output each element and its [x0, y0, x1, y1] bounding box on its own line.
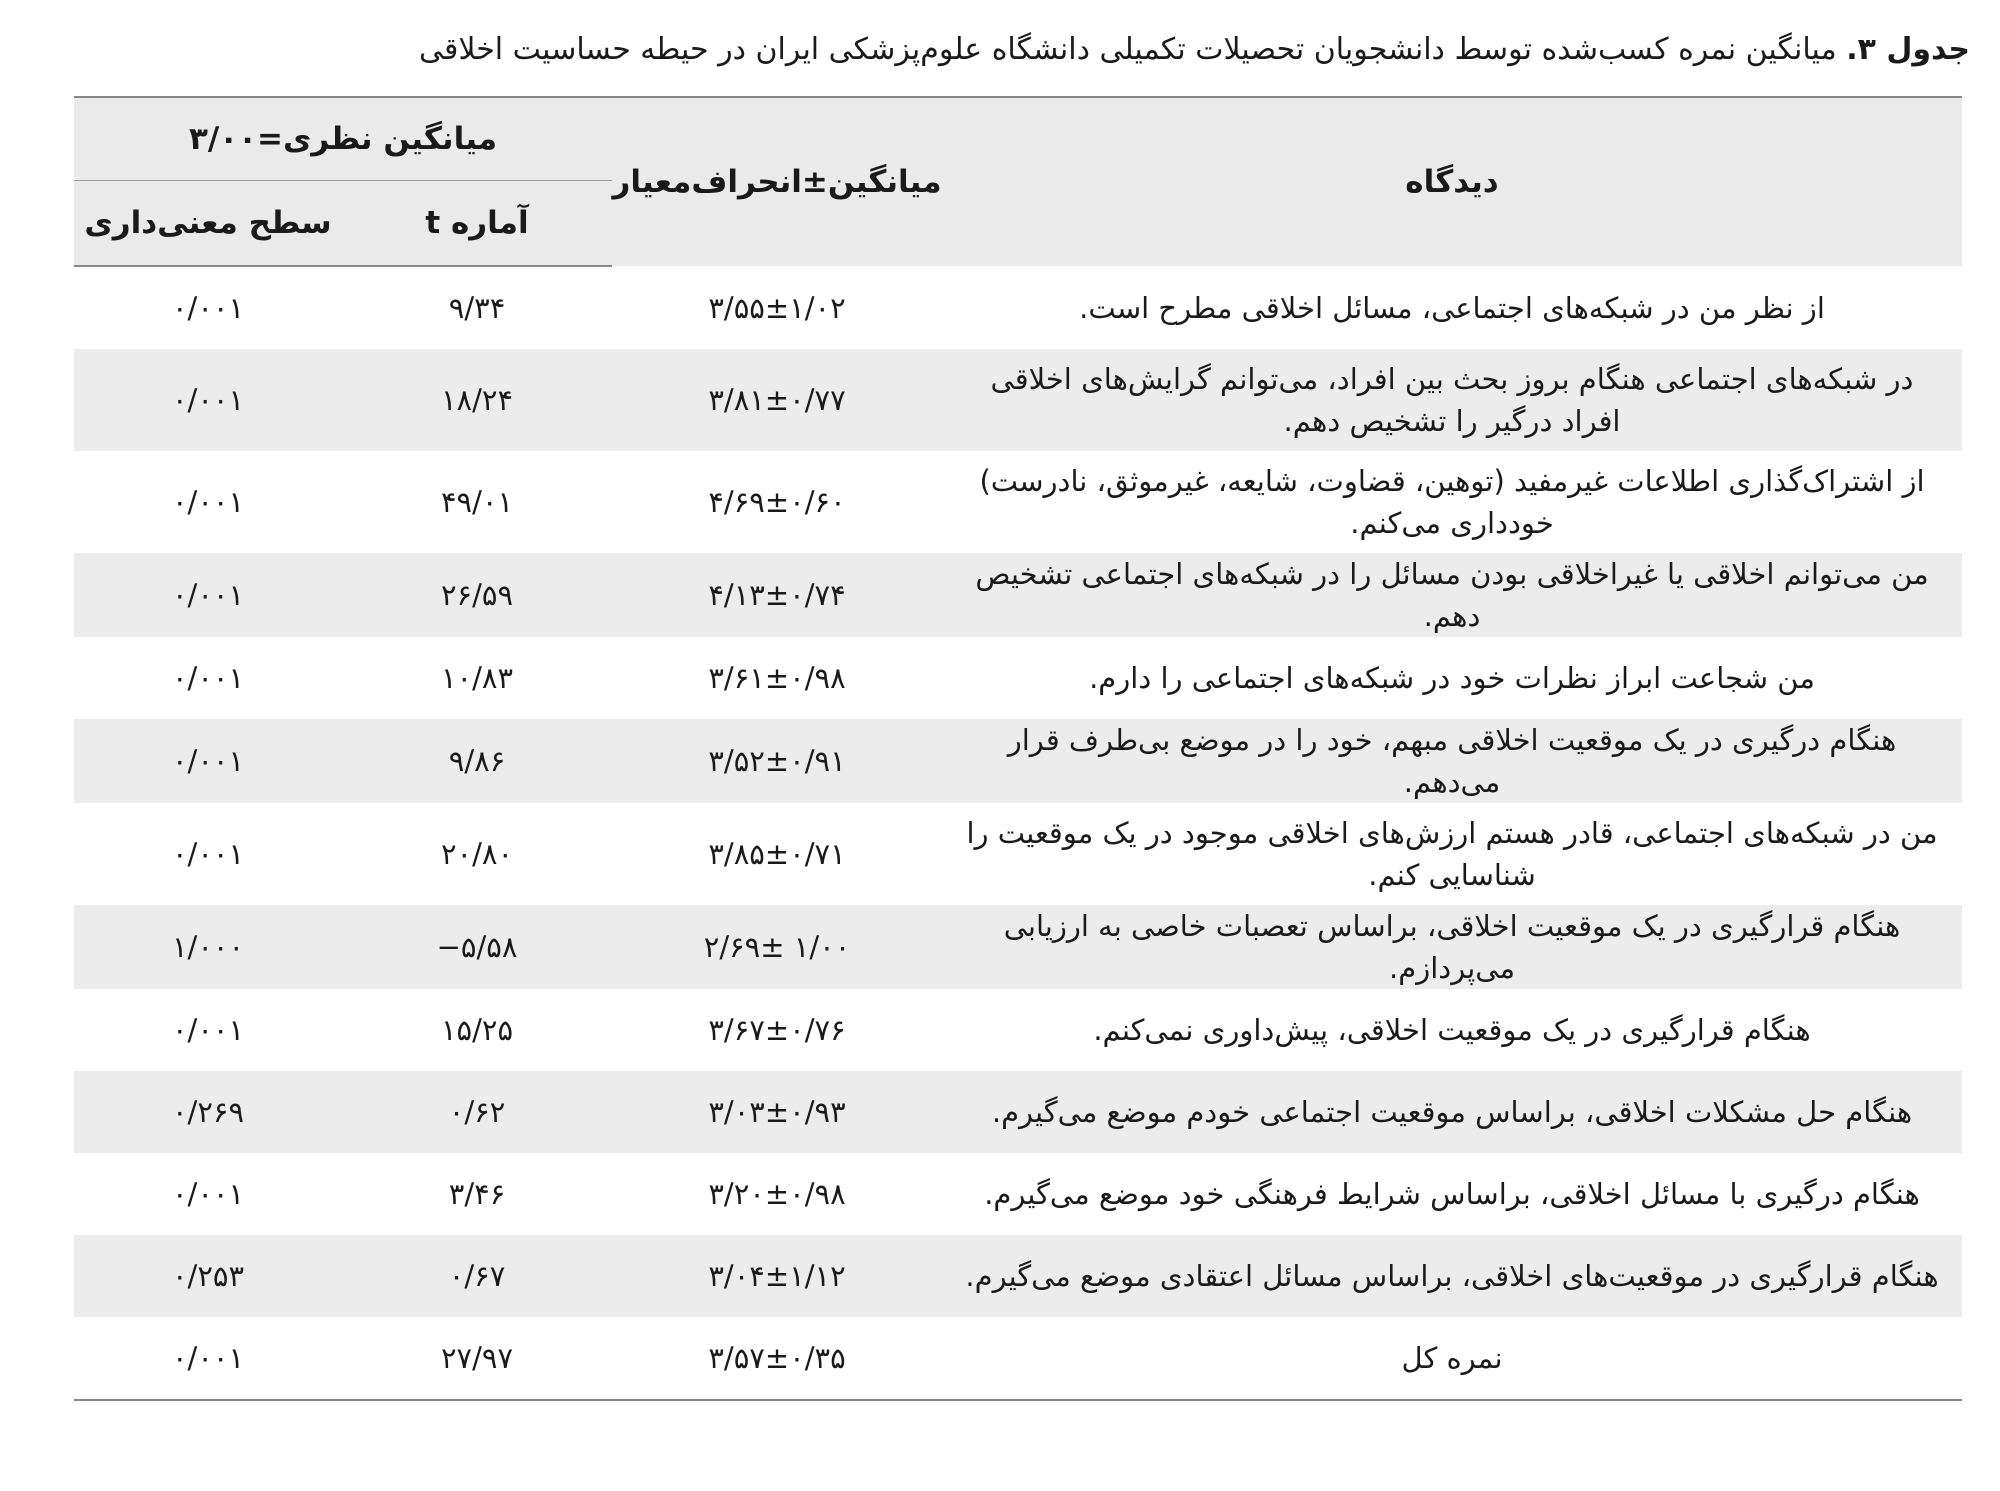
cell-p: ۰/۰۰۱: [74, 553, 342, 637]
cell-p: ۰/۰۰۱: [171, 837, 245, 871]
cell-p: ۰/۰۰۱: [171, 661, 245, 695]
header-mean-sd: میانگین±انحراف‌معیار: [612, 97, 942, 266]
cell-t: ۲۰/۸۰: [440, 837, 514, 871]
table-row: [74, 905, 1962, 989]
cell-p: ۰/۰۰۱: [171, 1013, 245, 1047]
cell-view: هنگام قرارگیری در یک موقعیت اخلاقی، پیش‌داوری نمی‌کنم.: [1093, 1013, 1811, 1047]
table-row: [74, 349, 1962, 451]
cell-p: ۰/۲۶۹: [74, 1071, 342, 1153]
table-row: [74, 1071, 1962, 1153]
cell-t: ۹/۸۶: [342, 719, 612, 803]
cell-mean-sd: ۳/۶۱±۰/۹۸: [708, 661, 846, 695]
cell-mean-sd: ۳/۵۷±۰/۳۵: [612, 1317, 942, 1400]
cell-view: نمره کل: [942, 1317, 1962, 1400]
cell-t: ۰/۶۷: [342, 1235, 612, 1317]
cell-t: ۱۵/۲۵: [440, 1013, 514, 1047]
cell-mean-sd: ۳/۸۱±۰/۷۷: [612, 349, 942, 451]
table-row: [74, 1235, 1962, 1317]
cell-view: من در شبکه‌های اجتماعی، قادر هستم ارزش‌های اخلاقی موجود در یک موقعیت را شناسایی کنم.: [966, 816, 1938, 892]
caption-label: جدول ۳.: [1846, 32, 1970, 67]
cell-p: ۰/۰۰۱: [171, 485, 245, 519]
cell-p: ۰/۰۰۱: [74, 719, 342, 803]
cell-mean-sd: ۴/۱۳±۰/۷۴: [612, 553, 942, 637]
table-row: [74, 989, 1962, 1071]
cell-p: ۰/۰۰۱: [74, 1317, 342, 1400]
cell-view: هنگام قرارگیری در یک موقعیت اخلاقی، براساس تعصبات خاصی به ارزیابی می‌پردازم.: [942, 905, 1962, 989]
table-row: [74, 266, 1962, 349]
header-significance: سطح معنی‌داری: [74, 181, 342, 267]
cell-t: ۹/۳۴: [448, 291, 506, 325]
cell-mean-sd: ۳/۵۵±۱/۰۲: [708, 290, 846, 325]
header-theoretical-mean: میانگین نظری=۳/۰۰: [74, 97, 612, 181]
cell-view: هنگام حل مشکلات اخلاقی، براساس موقعیت اجتماعی خودم موضع می‌گیرم.: [942, 1071, 1962, 1153]
caption-text: میانگین نمره کسب‌شده توسط دانشجویان تحصیلات تکمیلی دانشگاه علوم‌پزشکی ایران در حیطه حساسیت اخلاقی: [419, 32, 1847, 67]
table-caption: [30, 28, 1970, 72]
table-header: [74, 97, 1962, 266]
cell-view: هنگام قرارگیری در موقعیت‌های اخلاقی، براساس مسائل اعتقادی موضع می‌گیرم.: [942, 1235, 1962, 1317]
cell-view: از نظر من در شبکه‌های اجتماعی، مسائل اخلاقی مطرح است.: [1079, 290, 1825, 325]
cell-view: در شبکه‌های اجتماعی هنگام بروز بحث بین افراد، می‌توانم گرایش‌های اخلاقی افراد درگیر را تشخیص دهم.: [942, 349, 1962, 451]
cell-t: ۳/۴۶: [448, 1177, 506, 1211]
header-view: دیدگاه: [942, 97, 1962, 266]
table-row: [74, 637, 1962, 719]
cell-t: ۱۰/۸۳: [440, 661, 514, 695]
table-row: [74, 803, 1962, 905]
cell-t: ‎−۵/۵۸: [342, 905, 612, 989]
table-row: [74, 553, 1962, 637]
cell-p: ۰/۰۰۱: [171, 291, 245, 325]
cell-p: ۰/۰۰۱: [74, 349, 342, 451]
table-row-total: [74, 1317, 1962, 1400]
cell-mean-sd: ۳/۰۴±۱/۱۲: [612, 1235, 942, 1317]
table-row: [74, 451, 1962, 553]
results-table: [74, 96, 1962, 1401]
cell-view: از اشتراک‌گذاری اطلاعات غیرمفید (توهین، قضاوت، شایعه، غیرموثق، نادرست) خودداری می‌کنم.: [979, 464, 1925, 540]
header-t-stat: آماره t: [342, 181, 612, 267]
cell-view: هنگام درگیری در یک موقعیت اخلاقی مبهم، خود را در موضع بی‌طرف قرار می‌دهم.: [942, 719, 1962, 803]
cell-mean-sd: ۳/۵۲±۰/۹۱: [612, 719, 942, 803]
cell-mean-sd: ۳/۶۷±۰/۷۶: [708, 1013, 846, 1047]
cell-mean-sd: ۳/۰۳±۰/۹۳: [612, 1071, 942, 1153]
cell-view: هنگام درگیری با مسائل اخلاقی، براساس شرایط فرهنگی خود موضع می‌گیرم.: [984, 1177, 1920, 1211]
cell-p: ۰/۲۵۳: [74, 1235, 342, 1317]
cell-t: ۴۹/۰۱: [440, 485, 514, 519]
table-body: [74, 266, 1962, 1400]
cell-mean-sd: ۲/۶۹± ۱/۰۰: [612, 905, 942, 989]
table-row: [74, 719, 1962, 803]
cell-t: ۲۶/۵۹: [342, 553, 612, 637]
cell-view: من شجاعت ابراز نظرات خود در شبکه‌های اجتماعی را دارم.: [1089, 661, 1815, 695]
cell-p: ۰/۰۰۱: [171, 1177, 245, 1211]
cell-mean-sd: ۳/۲۰±۰/۹۸: [708, 1177, 846, 1211]
cell-mean-sd: ۳/۸۵±۰/۷۱: [708, 837, 846, 871]
cell-t: ۲۷/۹۷: [342, 1317, 612, 1400]
table-row: [74, 1153, 1962, 1235]
results-table-container: [74, 96, 1962, 1401]
cell-p: ۱/۰۰۰: [74, 905, 342, 989]
cell-t: ۰/۶۲: [342, 1071, 612, 1153]
cell-view: من می‌توانم اخلاقی یا غیراخلاقی بودن مسائل را در شبکه‌های اجتماعی تشخیص دهم.: [942, 553, 1962, 637]
cell-t: ۱۸/۲۴: [342, 349, 612, 451]
cell-mean-sd: ۴/۶۹±۰/۶۰: [708, 485, 846, 519]
